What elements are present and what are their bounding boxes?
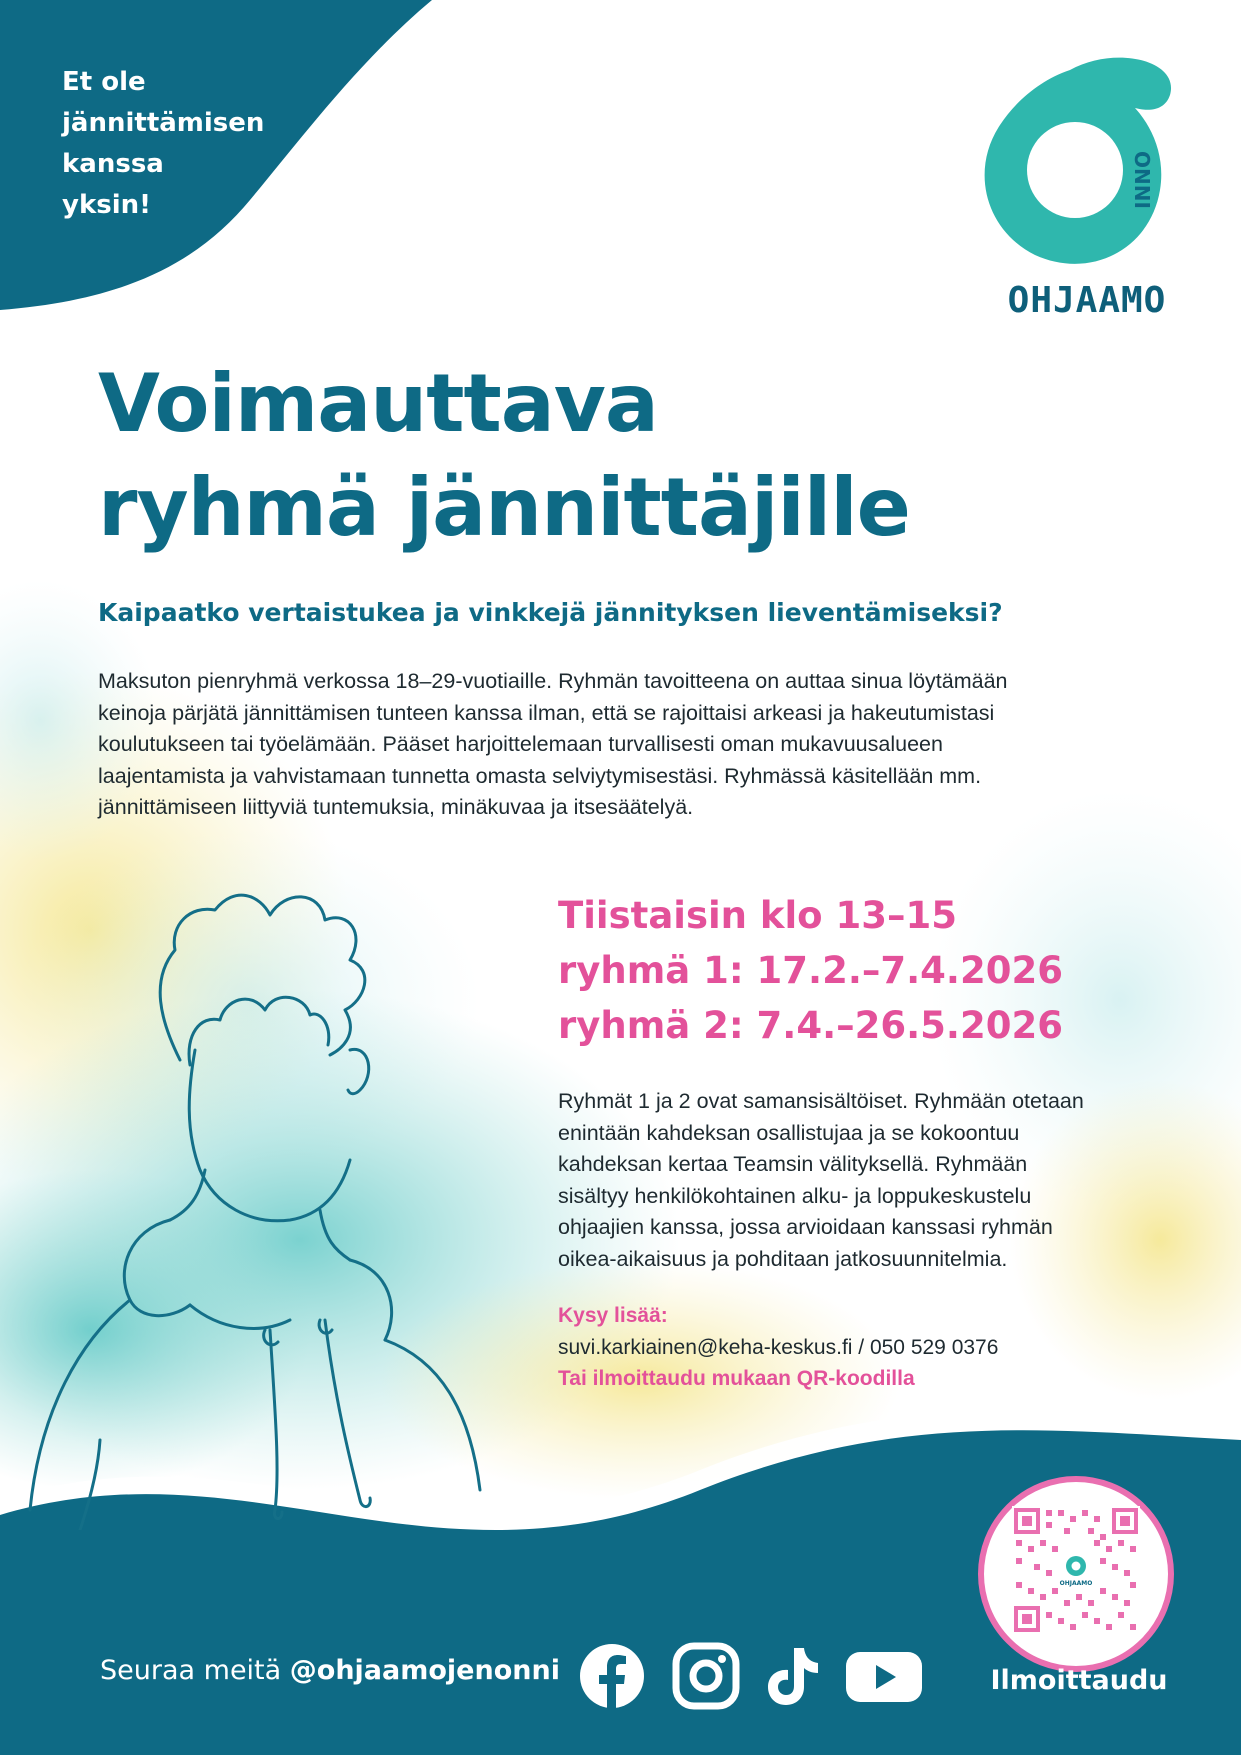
subtitle: Kaipaatko vertaistukea ja vinkkejä jännityksen lieventämiseksi?: [98, 598, 1003, 627]
logo-wordmark: OHJAAMO: [1007, 280, 1167, 321]
details-line: Ryhmät 1 ja 2 ovat samansisältöiset. Ryhmään otetaan: [558, 1089, 1084, 1113]
tagline-line: kanssa: [62, 149, 164, 179]
social-handle[interactable]: @ohjaamojenonni: [289, 1655, 560, 1686]
instagram-icon[interactable]: [672, 1642, 740, 1710]
qr-center-label: OHJAAMO: [1059, 1580, 1093, 1587]
facebook-icon[interactable]: [578, 1642, 646, 1710]
page-title: [98, 352, 1098, 560]
details-line: kahdeksan kertaa Teamsin välityksellä. Ryhmään: [558, 1152, 1028, 1176]
details-line: ohjaajien kanssa, jossa arvioidaan kanssasi ryhmän: [558, 1215, 1053, 1239]
details-line: sisältyy henkilökohtainen alku- ja loppukeskustelu: [558, 1183, 1032, 1208]
title-line: Voimauttava: [98, 357, 658, 450]
schedule-time: Tiistaisin klo 13–15: [558, 894, 957, 937]
schedule: [558, 888, 1178, 1053]
youtube-icon[interactable]: [844, 1642, 924, 1710]
intro-line: koulutukseen tai työelämään. Pääset harjoittelemaan turvallisesti oman mukavuusalueen: [98, 732, 943, 756]
tagline-line: Et ole: [62, 67, 146, 97]
enroll-label[interactable]: Ilmoittaudu: [990, 1665, 1168, 1696]
contact-email-phone[interactable]: suvi.karkiainen@keha-keskus.fi / 050 529 0376: [558, 1335, 999, 1359]
schedule-group-2: ryhmä 2: 7.4.–26.5.2026: [558, 1004, 1063, 1047]
ask-more-label: Kysy lisää:: [558, 1304, 668, 1327]
intro-line: Maksuton pienryhmä verkossa 18–29-vuotiaille. Ryhmän tavoitteena on auttaa sinua löytämään: [98, 669, 1008, 693]
title-line: ryhmä jännittäjille: [98, 461, 910, 554]
intro-line: jännittämiseen liittyviä tuntemuksia, minäkuvaa ja itsesäätelyä.: [98, 795, 694, 819]
tagline: [62, 62, 322, 226]
intro-line: laajentamista ja vahvistamaan tunnetta omasta selviytymisestäsi. Ryhmässä käsitellään mm.: [98, 763, 982, 788]
details-line: enintään kahdeksan osallistujaa ja se kokoontuu: [558, 1120, 1020, 1145]
qr-code[interactable]: [1012, 1506, 1140, 1634]
person-line-art: [20, 850, 540, 1530]
details-paragraph: [558, 1086, 1158, 1275]
details-line: oikea-aikaisuus ja pohditaan jatkosuunnitelmia.: [558, 1246, 1008, 1271]
follow-prefix: Seuraa meitä: [100, 1655, 290, 1686]
intro-paragraph: [98, 666, 1138, 824]
schedule-group-1: ryhmä 1: 17.2.–7.4.2026: [558, 949, 1063, 992]
follow-us: [100, 1655, 560, 1686]
tagline-line: jännittämisen: [62, 108, 265, 138]
tiktok-icon[interactable]: [758, 1642, 826, 1710]
logo-ring-text: ONNI: [1130, 151, 1154, 209]
tagline-line: yksin!: [62, 190, 151, 220]
intro-line: keinoja pärjätä jännittämisen tunteen kanssa ilman, että se rajoittaisi arkeasi ja hakeutumistasi: [98, 700, 995, 725]
qr-prompt: Tai ilmoittaudu mukaan QR-koodilla: [558, 1367, 915, 1390]
contact-block: [558, 1300, 1178, 1395]
